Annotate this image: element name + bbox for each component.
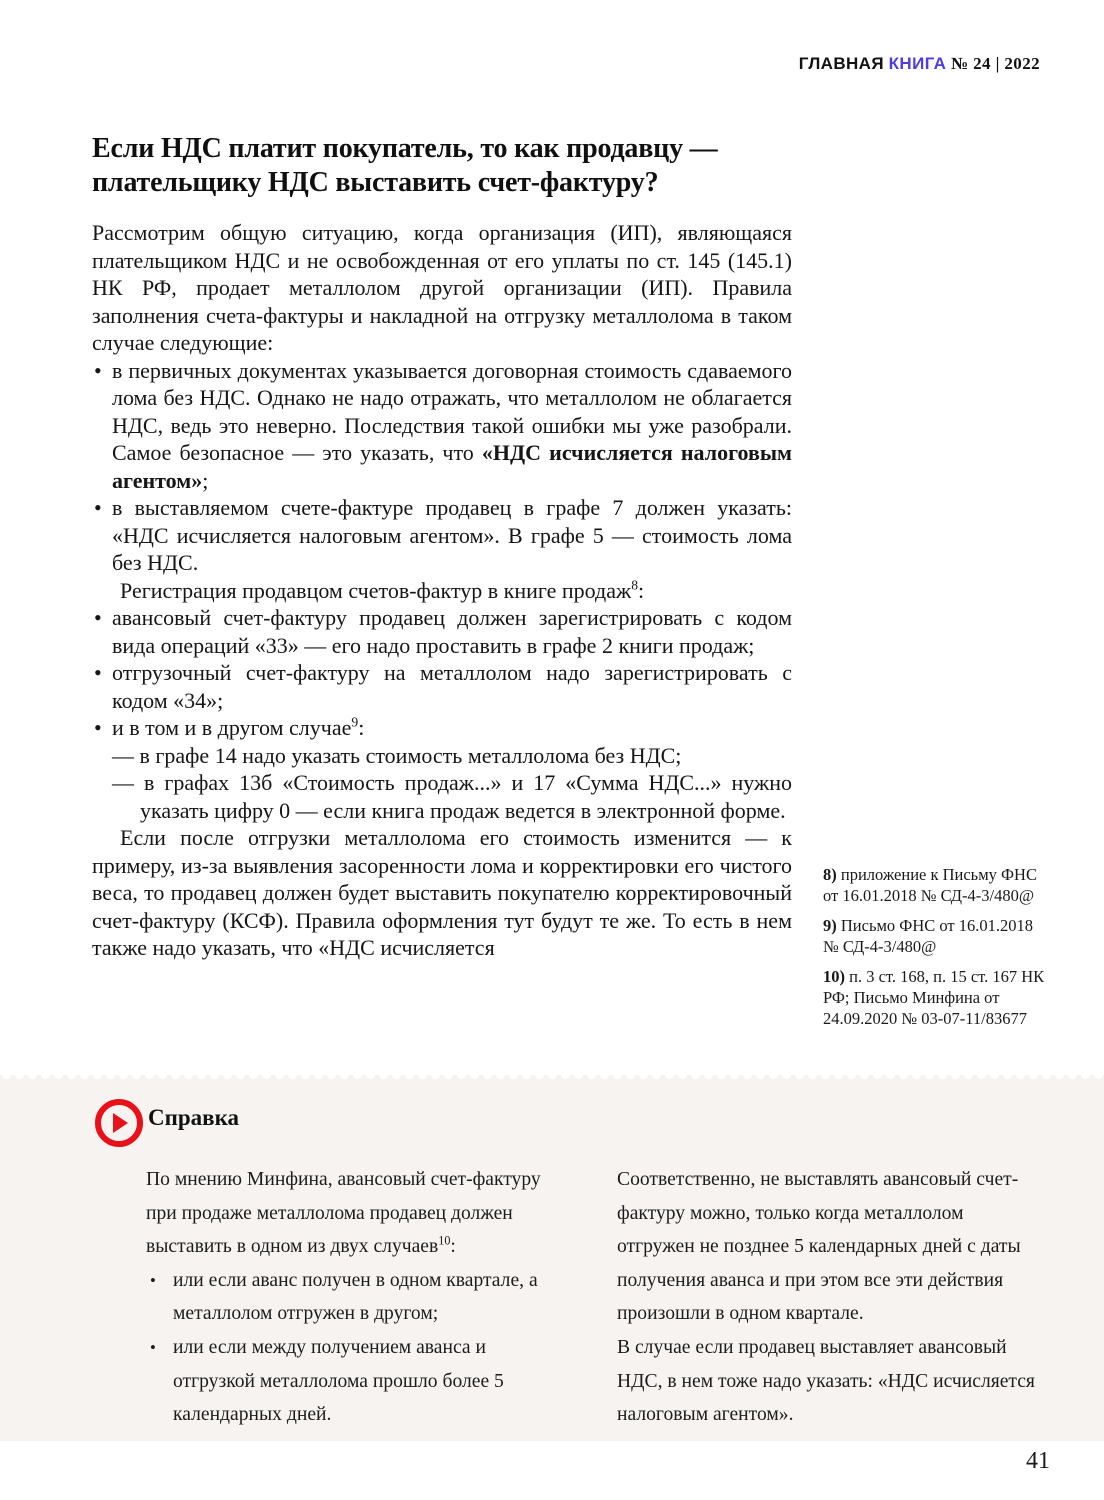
footnote-10 [823, 966, 1051, 1029]
issue-number: № 24 | 2022 [951, 54, 1040, 73]
bullet1-bold-text: «НДС исчисляется налоговым агентом» [112, 440, 793, 493]
margin-footnotes [823, 864, 1051, 1038]
reference-box-columns [146, 1163, 1040, 1432]
rules-list [92, 357, 792, 577]
list-item: • или если между получением аванса и отгрузкой металлолома прошло более 5 календарных дней. [146, 1331, 569, 1432]
sub-list-item: — в графах 13б «Стоимость продаж...» и 17 «Сумма НДС...» нужно указать цифру 0 — если книга продаж ведется в электронной форме. [112, 770, 792, 823]
footnote-ref-10: 10 [438, 1233, 451, 1248]
reference-intro-tail: : [450, 1236, 456, 1258]
list-item [92, 357, 792, 495]
registration-list [92, 604, 792, 824]
registration-text: Регистрация продавцом счетов-фактур в книге продаж [120, 577, 632, 603]
bullet5-text: и в том и в другом случае [112, 715, 352, 740]
brand-name-part2: КНИГА [888, 54, 947, 73]
footnote-text: Письмо ФНС от 16.01.2018 № СД-4-3/480@ [823, 916, 1033, 956]
footnote-ref-8: 8 [631, 577, 639, 593]
footnote-number: 9) [823, 916, 837, 935]
list-item: • авансовый счет-фактуру продавец должен зарегистрировать с кодом вида операций «33» — его надо проставить в графе 2 книги продаж; [92, 604, 792, 659]
sub-list-item: — в графе 14 надо указать стоимость металлолома без НДС; [112, 742, 682, 768]
list-item: • в выставляемом счете-фактуре продавец в графе 7 должен указать: «НДС исчисляется налоговым агентом». В графе 5 — стоимость лома без НДС. [92, 494, 792, 577]
footnote-ref-9: 9 [351, 714, 359, 730]
footnote-8 [823, 864, 1051, 906]
play-circle-icon [95, 1099, 143, 1147]
reference-box-title: Справка [148, 1105, 239, 1130]
reference-intro [146, 1163, 569, 1264]
bullet1-text: в первичных документах указывается договорная стоимость сдаваемого лома без НДС. Однако не надо отражать, что металлолом не облагается НДС, ведь это неверно. Последствия такой ошибки мы уже разобрали. Самое безопасное — это указать, что [112, 357, 792, 465]
reference-cases-list [146, 1264, 569, 1432]
registration-tail: : [638, 577, 645, 603]
page-header [799, 54, 1040, 74]
article-title-line2: плательщику НДС выставить счет-фактуру? [92, 167, 659, 198]
bullet5-tail: : [358, 715, 365, 740]
reference-box [0, 1075, 1104, 1441]
footnote-number: 8) [823, 865, 837, 884]
reference-paragraph: В случае если продавец выставляет авансовый НДС, в нем тоже надо указать: «НДС исчисляется налоговым агентом». [617, 1336, 1035, 1426]
bullet1-tail: ; [202, 467, 209, 493]
brand-name-part1: ГЛАВНАЯ [798, 54, 884, 73]
page-number: 41 [1026, 1448, 1050, 1474]
reference-left-column [146, 1163, 569, 1432]
article-title [92, 132, 822, 200]
reference-paragraph: Соответственно, не выставлять авансовый счет-фактуру можно, только когда металлолом отгружен не позднее 5 календарных дней с даты получения аванса и при этом все эти действия произошли в одном квартале. [617, 1169, 1021, 1325]
footnote-9 [823, 915, 1051, 957]
footnote-number: 10) [823, 967, 845, 986]
footnote-text: приложение к Письму ФНС от 16.01.2018 № СД-4-3/480@ [823, 865, 1037, 905]
reference-right-column [617, 1163, 1040, 1432]
list-item: • или если аванс получен в одном квартале, а металлолом отгружен в другом; [146, 1264, 569, 1331]
list-item [92, 714, 792, 824]
article-title-line1: Если НДС платит покупатель, то как продавцу — [92, 133, 718, 164]
closing-paragraph: Если после отгрузки металлолома его стоимость изменится — к примеру, из-за выявления засоренности лома и корректировки его чистого веса, то продавец должен будет выставить покупателю корректировочный счет-фактуру (КСФ). Правила оформления тут будут те же. То есть в нем также надо указать, что «НДС исчисляется [92, 825, 792, 960]
reference-intro-text: По мнению Минфина, авансовый счет-фактуру при продаже металлолома продавец должен выставить в одном из двух случаев [146, 1169, 541, 1258]
intro-paragraph: Рассмотрим общую ситуацию, когда организация (ИП), являющаяся плательщиком НДС и не освобожденная от его уплаты по ст. 145 (145.1) НК РФ, продает металлолом другой организации (ИП). Правила заполнения счета-фактуры и накладной на отгрузку металлолома в таком случае следующие: [92, 220, 792, 355]
list-item: • отгрузочный счет-фактуру на металлолом надо зарегистрировать с кодом «34»; [92, 659, 792, 714]
article-body [92, 219, 792, 962]
registration-paragraph [92, 577, 792, 605]
footnote-text: п. 3 ст. 168, п. 15 ст. 167 НК РФ; Письмо Минфина от 24.09.2020 № 03-07-11/83677 [823, 967, 1045, 1028]
